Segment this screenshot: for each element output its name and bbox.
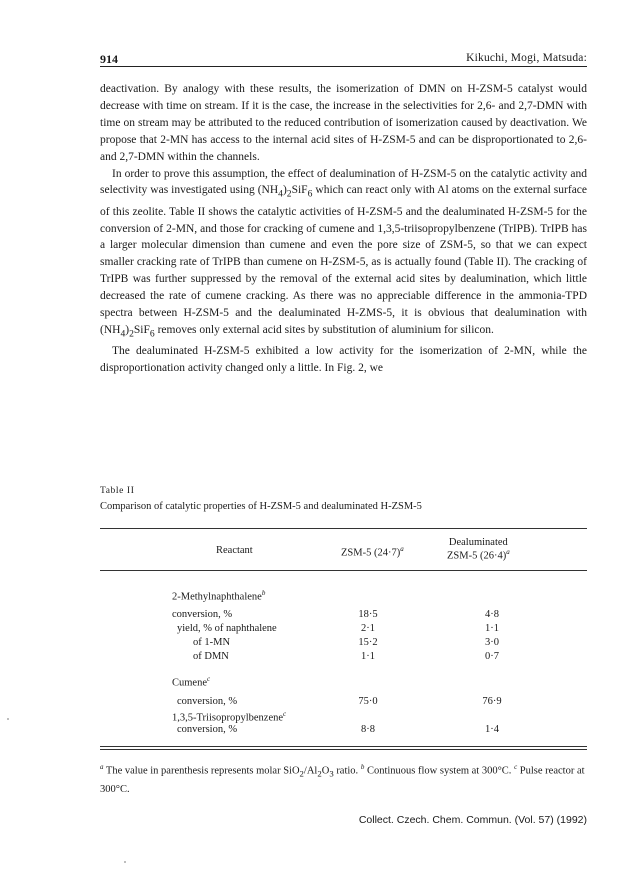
col-header-dealuminated-line1: Dealuminated	[448, 537, 508, 548]
footnote-text: Pulse reactor at 300°C.	[100, 765, 585, 795]
section-name: Cumene	[172, 677, 207, 689]
p2-text: SiF	[291, 184, 308, 197]
subscript: 6	[307, 188, 313, 200]
row-label: yield, % of naphthalene	[177, 623, 277, 634]
paragraph-1: deactivation. By analogy with these results, the isomerization of DMN on H-ZSM-5 catalyst would decrease with time on stream. If it is the case, the increase in the selectivities for 2,6- and 2,7-DMN with time on stream may be attributed to the reduced contribution of isomerization caused by deactivation. We propose that 2-MN has access to the internal acid sites of H-ZSM-5 and can be disproportionated to 2,6- and 2,7-DMN within the channels.	[100, 83, 587, 163]
cell-dealuminated: 4·8	[485, 609, 499, 620]
row-label: conversion, %	[177, 696, 238, 707]
subscript: 4	[278, 188, 283, 200]
scan-speck	[7, 718, 9, 720]
header-rule	[100, 66, 587, 67]
footnote-mark: c	[207, 675, 211, 683]
row-label: of DMN	[193, 651, 229, 662]
table-label: Table II	[100, 486, 135, 496]
footnote-mark: b	[360, 763, 365, 771]
col-header-reactant: Reactant	[216, 545, 253, 556]
table-bottom-rule-2	[100, 749, 587, 750]
section-label	[172, 710, 286, 724]
footnote-mark: a	[506, 548, 510, 556]
row-label: conversion, %	[177, 724, 238, 735]
table-top-rule	[100, 528, 587, 529]
col-header-zsm5-text: ZSM-5 (24·7)	[341, 547, 401, 559]
col-header-dealuminated-line2	[447, 548, 510, 562]
row-label: conversion, %	[172, 609, 233, 620]
subscript: 4	[120, 328, 126, 340]
subscript: 6	[149, 328, 155, 340]
footnote-text: The value in parenthesis represents molar SiO	[103, 765, 300, 777]
cell-zsm5: 1·1	[361, 651, 375, 662]
cell-dealuminated: 0·7	[485, 651, 499, 662]
cell-dealuminated: 1·1	[485, 623, 499, 634]
subscript: 2	[299, 768, 304, 779]
p2-text: which can react only with Al atoms on the external surface of this zeolite. Table II shows the catalytic activities of H-ZSM-5 and the dealuminated H-ZSM-5 for the conversion of 2-MN, and those for cracking of cumene and 1,3,5-triisopropylbenzene (TrIPB). TrIPB has a larger molecular dimension than cumene and even the pore size of ZSM-5, so that we can expect smaller cracking rate of TrIPB than cumene on H-ZSM-5, as is actually found (Table II). The cracking of TrIPB was further suppressed by the removal of the external acid sites by dealumination, which little decreased the rate of cumene cracking. As there was no appreciable difference in the ammonia-TPD spectra between H-ZSM-5 and the dealuminated H-ZMS-5, it is obvious that dealumination with (NH	[100, 184, 588, 336]
cell-dealuminated: 3·0	[485, 637, 499, 648]
footnote-mark: c	[283, 710, 287, 718]
table-footnote	[100, 760, 587, 797]
cell-zsm5: 75·0	[358, 696, 378, 707]
p2-text: SiF	[133, 323, 150, 336]
body-text	[100, 81, 587, 377]
col-header-zsm5	[341, 545, 404, 559]
cell-zsm5: 8·8	[361, 724, 375, 735]
p2-text: removes only external acid sites by substitution of aluminium for silicon.	[154, 323, 494, 336]
footnote-mark: a	[100, 763, 104, 771]
p2-text: )	[125, 323, 130, 336]
journal-citation: Collect. Czech. Chem. Commun. (Vol. 57) (1992)	[358, 814, 587, 826]
subscript: 3	[329, 768, 334, 779]
running-head: Kikuchi, Mogi, Matsuda:	[466, 52, 587, 64]
section-label	[172, 675, 210, 689]
footnote-text: O	[321, 765, 330, 777]
p2-text: In order to prove this assumption, the effect of dealumination of H-ZSM-5 on the catalytic activity and selectivity was investigated using (NH	[100, 167, 587, 197]
footnote-text: Continuous flow system at 300°C.	[364, 765, 515, 777]
table-caption: Comparison of catalytic properties of H-ZSM-5 and dealuminated H-ZSM-5	[100, 501, 422, 512]
col-header-dealuminated-text: ZSM-5 (26·4)	[447, 550, 507, 562]
p2-text: )	[282, 184, 287, 197]
footnote-mark: a	[400, 545, 404, 553]
paragraph-2	[100, 166, 587, 344]
cell-zsm5: 15·2	[358, 637, 378, 648]
subscript: 2	[286, 188, 292, 200]
subscript: 2	[317, 768, 322, 779]
page-number: 914	[100, 52, 118, 66]
cell-dealuminated: 76·9	[482, 696, 502, 707]
cell-zsm5: 2·1	[361, 623, 375, 634]
subscript: 2	[129, 328, 134, 340]
footnote-mark: c	[514, 763, 518, 771]
table-header-rule	[100, 570, 587, 571]
cell-zsm5: 18·5	[358, 609, 378, 620]
cell-dealuminated: 1·4	[485, 724, 499, 735]
footnote-text: ratio.	[333, 765, 361, 777]
row-label: of 1-MN	[193, 637, 231, 648]
section-name: 2-Methylnaphthalene	[172, 591, 262, 603]
col-header-dealuminated	[447, 537, 510, 562]
section-label	[172, 589, 265, 603]
table-bottom-rule	[100, 746, 587, 747]
paragraph-3: The dealuminated H-ZSM-5 exhibited a low activity for the isomerization of 2-MN, while the disproportionation activity changed only a little. In Fig. 2, we	[100, 345, 587, 375]
section-name: 1,3,5-Triisopropylbenzene	[172, 712, 284, 724]
footnote-text: /Al	[303, 765, 318, 777]
footnote-mark: b	[261, 589, 266, 597]
scan-speck	[124, 861, 126, 863]
